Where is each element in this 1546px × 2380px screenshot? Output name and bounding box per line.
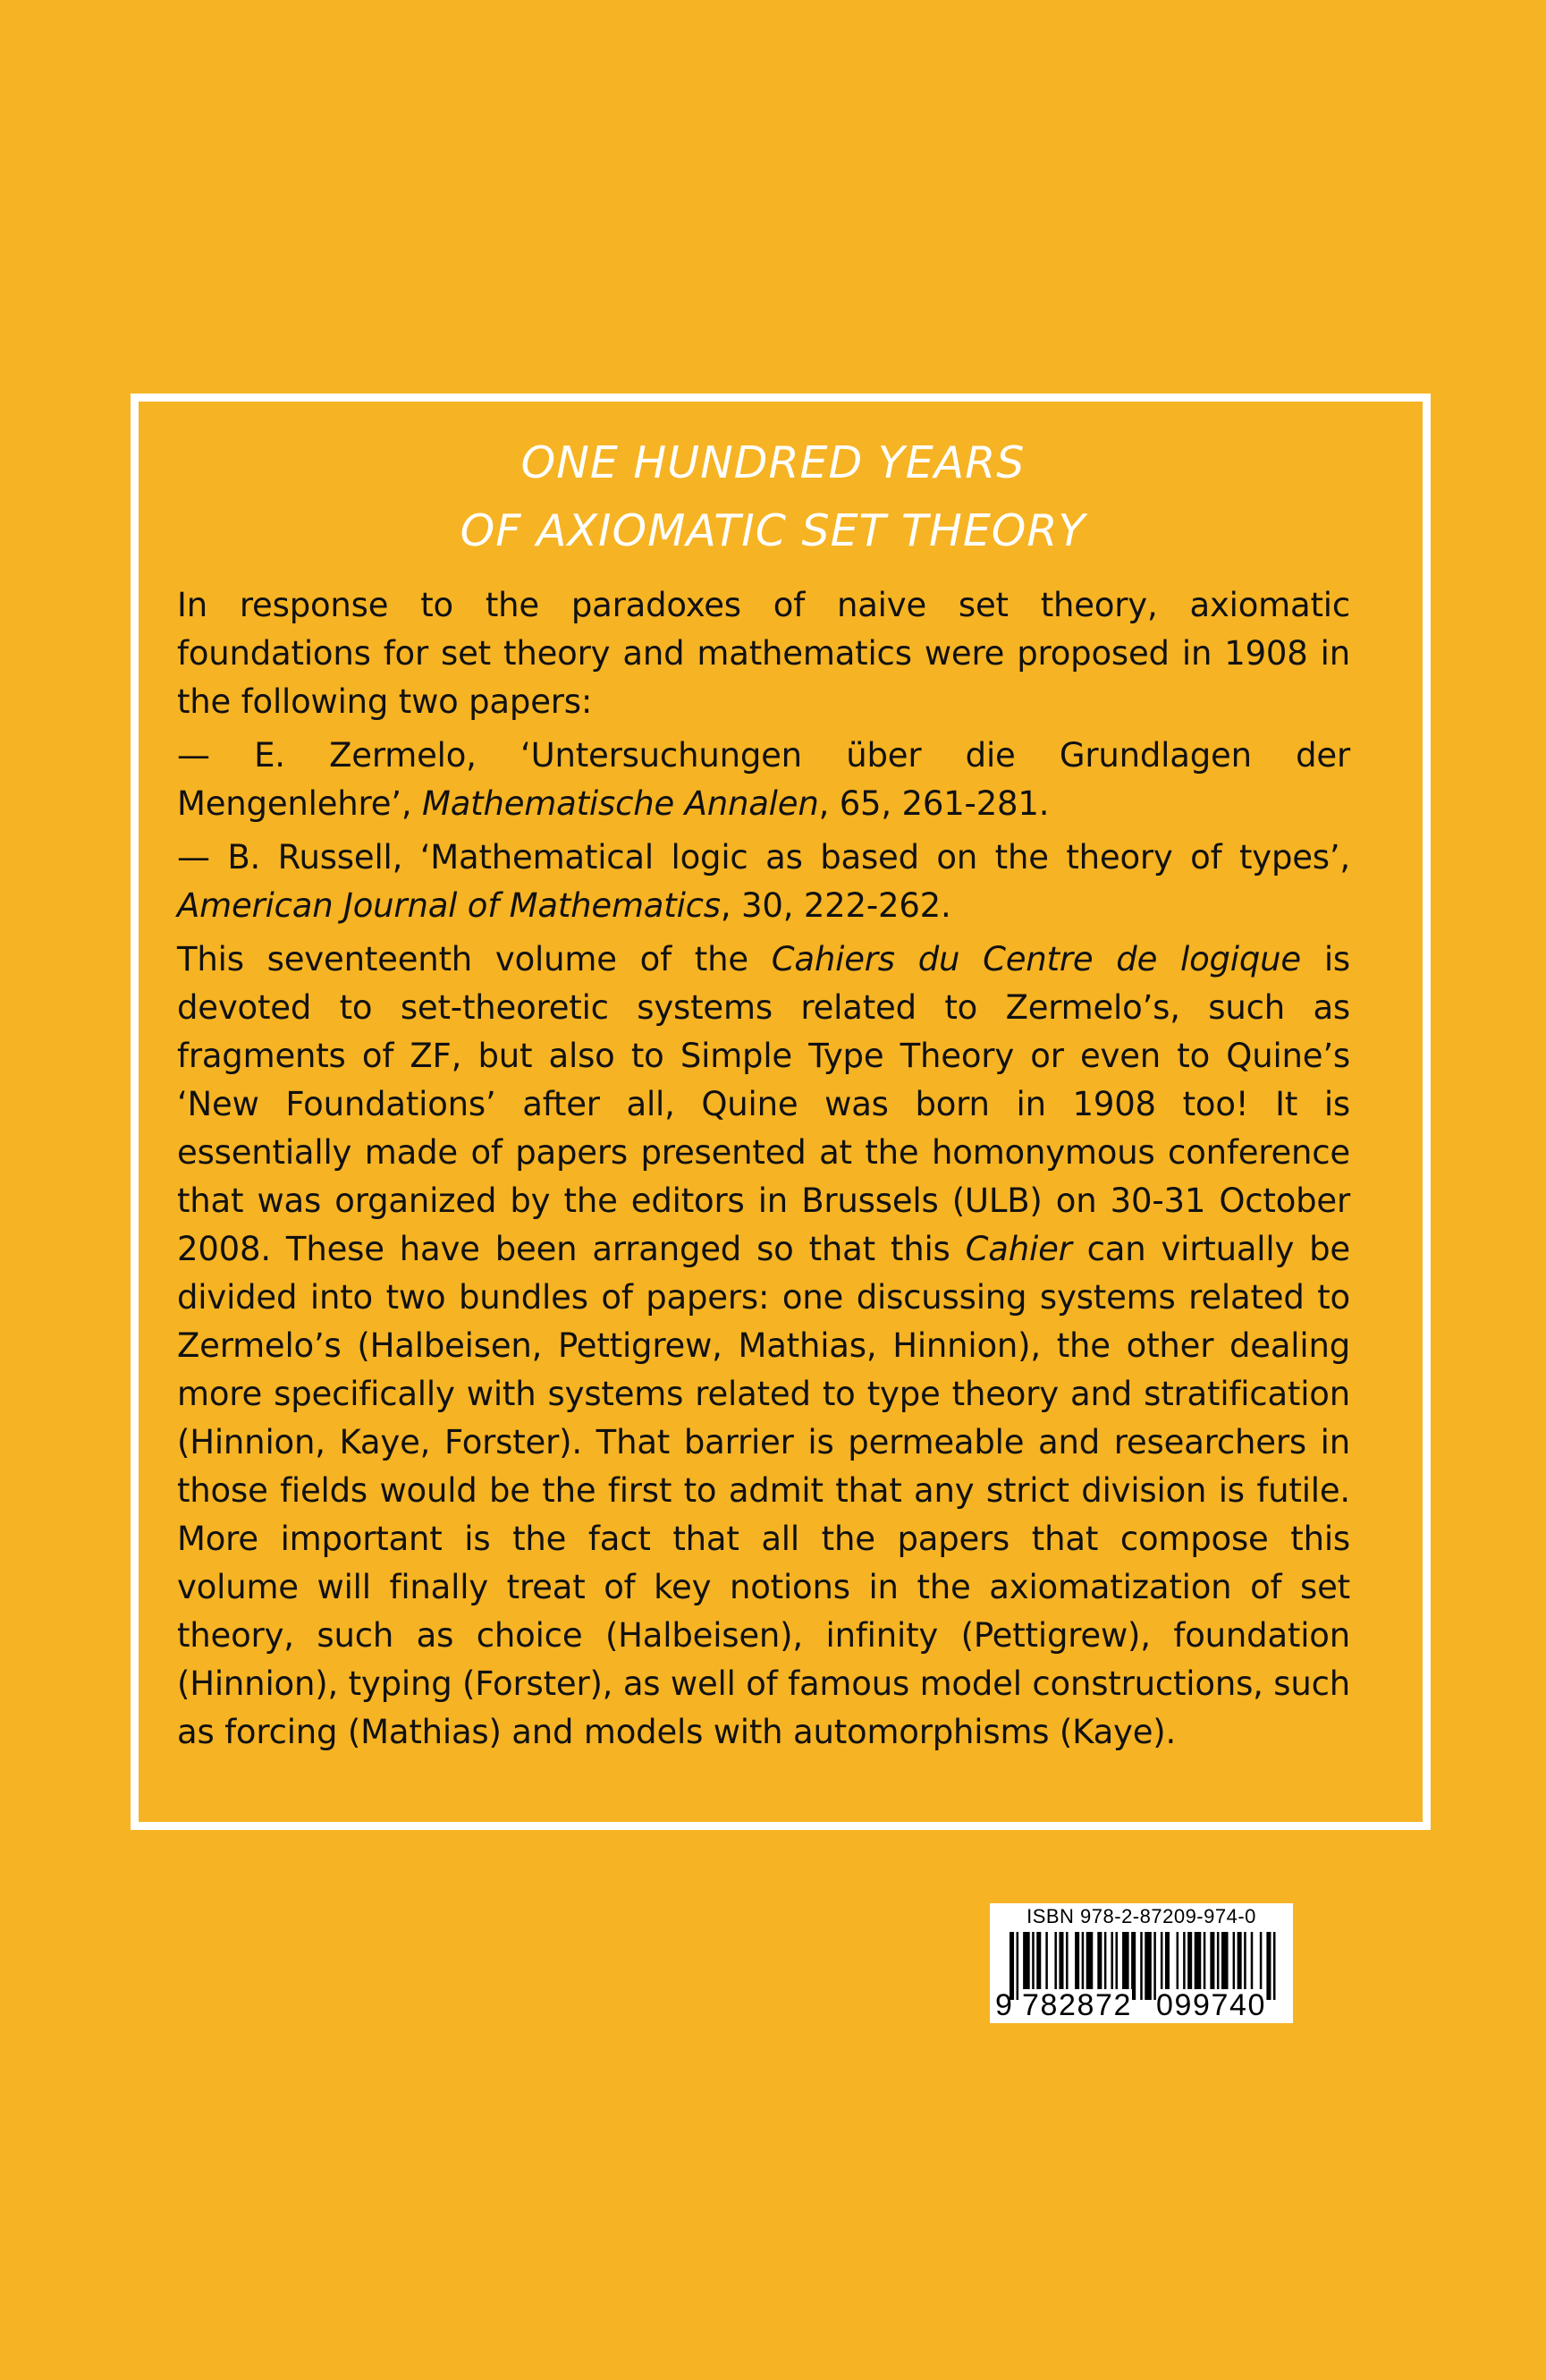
barcode-bar-37	[1273, 1932, 1276, 2000]
reference-russell-text: — B. Russell, ‘Mathematical logic as based on the theory of types’,	[177, 838, 1350, 877]
reference-russell-journal: American Journal of Mathematics	[177, 886, 721, 925]
description-part-a: This seventeenth volume of the	[177, 940, 772, 978]
reference-russell	[177, 834, 1350, 930]
description-paragraph	[177, 936, 1350, 1757]
description-part-c: can virtually be divided into two bundles of papers: one discussing systems related to Zermelo’s (Halbeisen, Pettigrew, Mathias, Hinnion), the other dealing more specifically with systems related to type theory and stratification (Hinnion, Kaye, Forster). That barrier is permeable and researchers in those fields would be the first to admit that any strict division is futile. More important is the fact that all the papers that compose this volume will finally treat of key notions in the axiomatization of set theory, such as choice (Halbeisen), infinity (Pettigrew), foundation (Hinnion), typing (Forster), as well of famous model constructions, such as forcing (Mathias) and models with automorphisms (Kaye).	[177, 1230, 1350, 1751]
title-line-1: ONE HUNDRED YEARS	[520, 437, 1026, 488]
isbn-label: ISBN 978-2-87209-974-0	[1026, 1905, 1256, 1927]
barcode-bar-1	[1017, 1932, 1019, 2000]
book-title	[0, 429, 1546, 565]
reference-zermelo-tail: , 65, 261-281.	[818, 784, 1050, 823]
barcode-digits-left: 782872	[1022, 1988, 1133, 2022]
barcode-bar-18	[1140, 1932, 1143, 2000]
isbn-barcode	[990, 1903, 1293, 2023]
description-cahier: Cahier	[965, 1230, 1072, 1268]
title-line-2: OF AXIOMATIC SET THEORY	[460, 505, 1086, 556]
intro-paragraph: In response to the paradoxes of naive set theory, axiomatic foundations for set theory and mathematics were proposed in 1908 in the following two papers:	[177, 586, 1350, 721]
description-series-name: Cahiers du Centre de logique	[771, 940, 1301, 978]
reference-zermelo-text: — E. Zermelo, ‘Untersuchungen über die Grundlagen der Mengenlehre’,	[177, 736, 1350, 823]
barcode-bar-19	[1145, 1932, 1152, 2000]
barcode-first-digit: 9	[995, 1988, 1012, 2022]
description-part-b: is devoted to set-theoretic systems related to Zermelo’s, such as fragments of ZF, but also to Simple Type Theory or even to Quine’s ‘New Foundations’ after all, Quine was born in 1908 too! It is essentially made of papers presented at the homonymous conference that was organized by the editors in Brussels (ULB) on 30-31 October 2008. These have been arranged so that this	[177, 940, 1350, 1268]
reference-zermelo-journal: Mathematische Annalen	[421, 784, 819, 823]
reference-zermelo	[177, 732, 1350, 828]
reference-russell-tail: , 30, 222-262.	[720, 886, 951, 925]
barcode-digits-right: 099740	[1156, 1988, 1267, 2022]
back-cover-blurb	[177, 581, 1350, 1762]
barcode-bar-36	[1266, 1932, 1271, 2000]
